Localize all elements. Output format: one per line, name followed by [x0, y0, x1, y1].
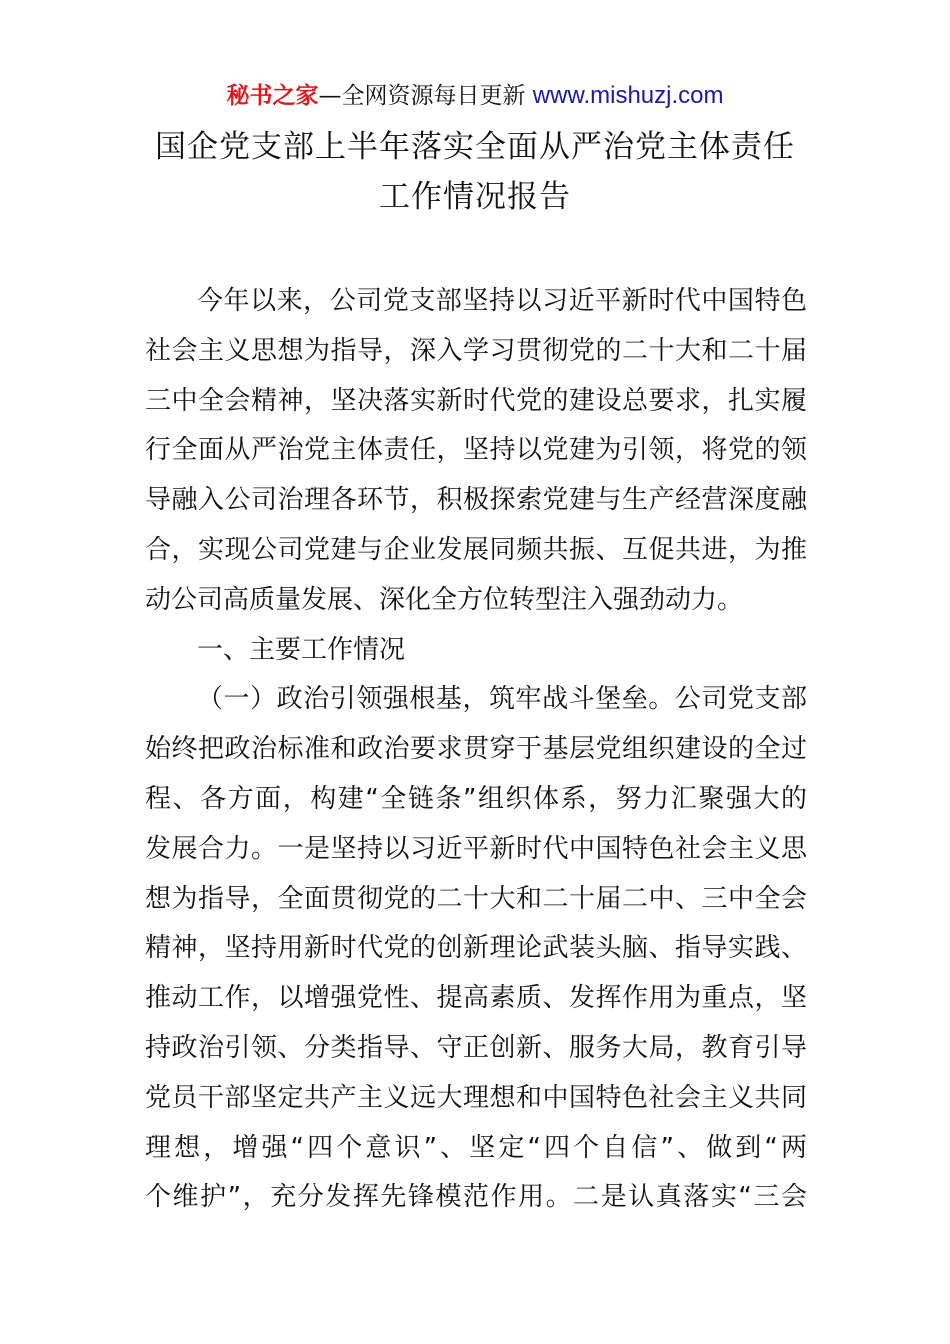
- header-tagline: —全网资源每日更新: [318, 83, 526, 109]
- document-title-line-2: 工作情况报告: [379, 179, 571, 215]
- body-line: 始终把政治标准和政治要求贯穿于基层党组织建设的全过: [145, 734, 807, 765]
- body-line: 持政治引领、分类指导、守正创新、服务大局，教育引导: [145, 1032, 807, 1063]
- site-url-link[interactable]: www.mishuzj.com: [532, 82, 724, 109]
- body-line: 程、各方面，构建“全链条”组织体系，努力汇聚强大的: [145, 783, 807, 814]
- body-line: 想为指导，全面贯彻党的二十大和二十届二中、三中全会: [145, 883, 807, 914]
- document-body: [145, 277, 807, 1223]
- body-line: 行全面从严治党主体责任，坚持以党建为引领，将党的领: [145, 435, 807, 466]
- body-line: 社会主义思想为指导，深入学习贯彻党的二十大和二十届: [145, 335, 807, 366]
- body-line: 个维护”，充分发挥先锋模范作用。二是认真落实“三会: [145, 1182, 807, 1213]
- body-line: 三中全会精神，坚决落实新时代党的建设总要求，扎实履: [145, 385, 807, 416]
- body-line: 理想，增强“四个意识”、坚定“四个自信”、做到“两: [145, 1132, 807, 1163]
- body-line: 党员干部坚定共产主义远大理想和中国特色社会主义共同: [145, 1082, 807, 1113]
- body-line: 推动工作，以增强党性、提高素质、发挥作用为重点，坚: [145, 983, 807, 1014]
- body-line: 发展合力。一是坚持以习近平新时代中国特色社会主义思: [145, 833, 807, 864]
- section-heading: 一、主要工作情况: [197, 634, 406, 665]
- body-line: 动公司高质量发展、深化全方位转型注入强劲动力。: [145, 584, 744, 615]
- site-header: [0, 80, 950, 112]
- body-line: 合，实现公司党建与企业发展同频共振、互促共进，为推: [145, 534, 807, 565]
- body-line: （一）政治引领强根基，筑牢战斗堡垒。公司党支部: [197, 684, 807, 715]
- body-line: 今年以来，公司党支部坚持以习近平新时代中国特色: [197, 286, 807, 316]
- body-line: 导融入公司治理各环节，积极探索党建与生产经营深度融: [145, 485, 807, 516]
- document-title-line-1: 国企党支部上半年落实全面从严治党主体责任: [155, 129, 795, 165]
- brand-name: 秘书之家: [226, 83, 319, 109]
- body-line: 精神，坚持用新时代党的创新理论武装头脑、指导实践、: [145, 933, 807, 964]
